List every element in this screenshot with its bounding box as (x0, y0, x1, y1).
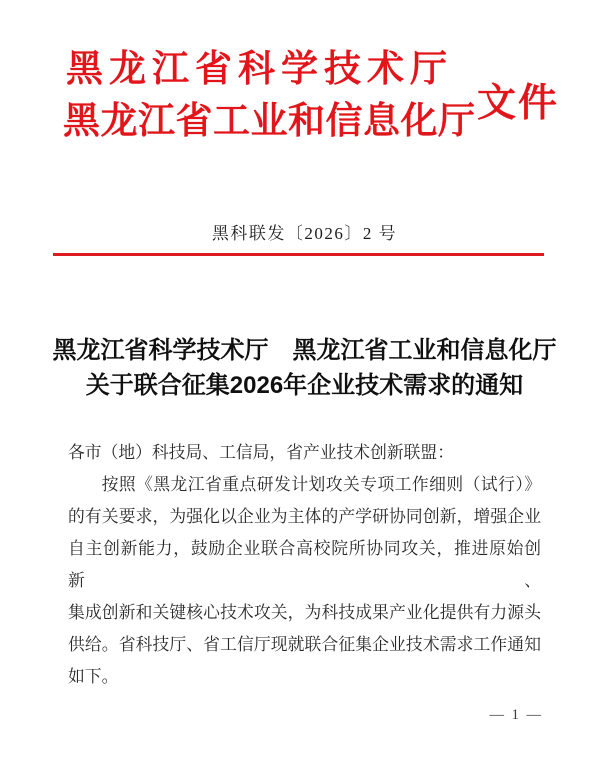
body-line: 如下。 (68, 667, 119, 686)
body-line: 供给。省科技厅、省工信厅现就联合征集企业技术需求工作通知 (68, 635, 541, 654)
doc-reference-number: 黑科联发〔2026〕2 号 (211, 224, 398, 243)
agency-name-line1: 黑龙江省科学技术厅 (66, 49, 453, 90)
body-line: 按照《黑龙江省重点研发计划攻关专项工作细则（试行）》 (101, 475, 541, 494)
doc-type-label: 文件 (477, 82, 560, 125)
body-line: 集成创新和关键核心技术攻关，为科技成果产业化提供有力源头 (68, 603, 541, 622)
body-line: 自主创新能力，鼓励企业联合高校院所协同攻关，推进原始创新、 (68, 539, 541, 590)
document-body (68, 437, 541, 693)
salutation-line: 各市（地）科技局、工信局，省产业技术创新联盟： (68, 443, 454, 462)
document-title (0, 333, 609, 403)
letterhead (0, 0, 609, 170)
document-title-line1: 黑龙江省科学技术厅 黑龙江省工业和信息化厅 (52, 337, 557, 364)
body-line: 的有关要求，为强化以企业为主体的产学研协同创新，增强企业 (68, 507, 541, 526)
document-title-line2: 关于联合征集2026年企业技术需求的通知 (85, 372, 524, 399)
page-number: — 1 — (489, 707, 543, 723)
agency-name-line2: 黑龙江省工业和信息化厅 (63, 101, 476, 142)
red-divider-rule (53, 253, 544, 256)
